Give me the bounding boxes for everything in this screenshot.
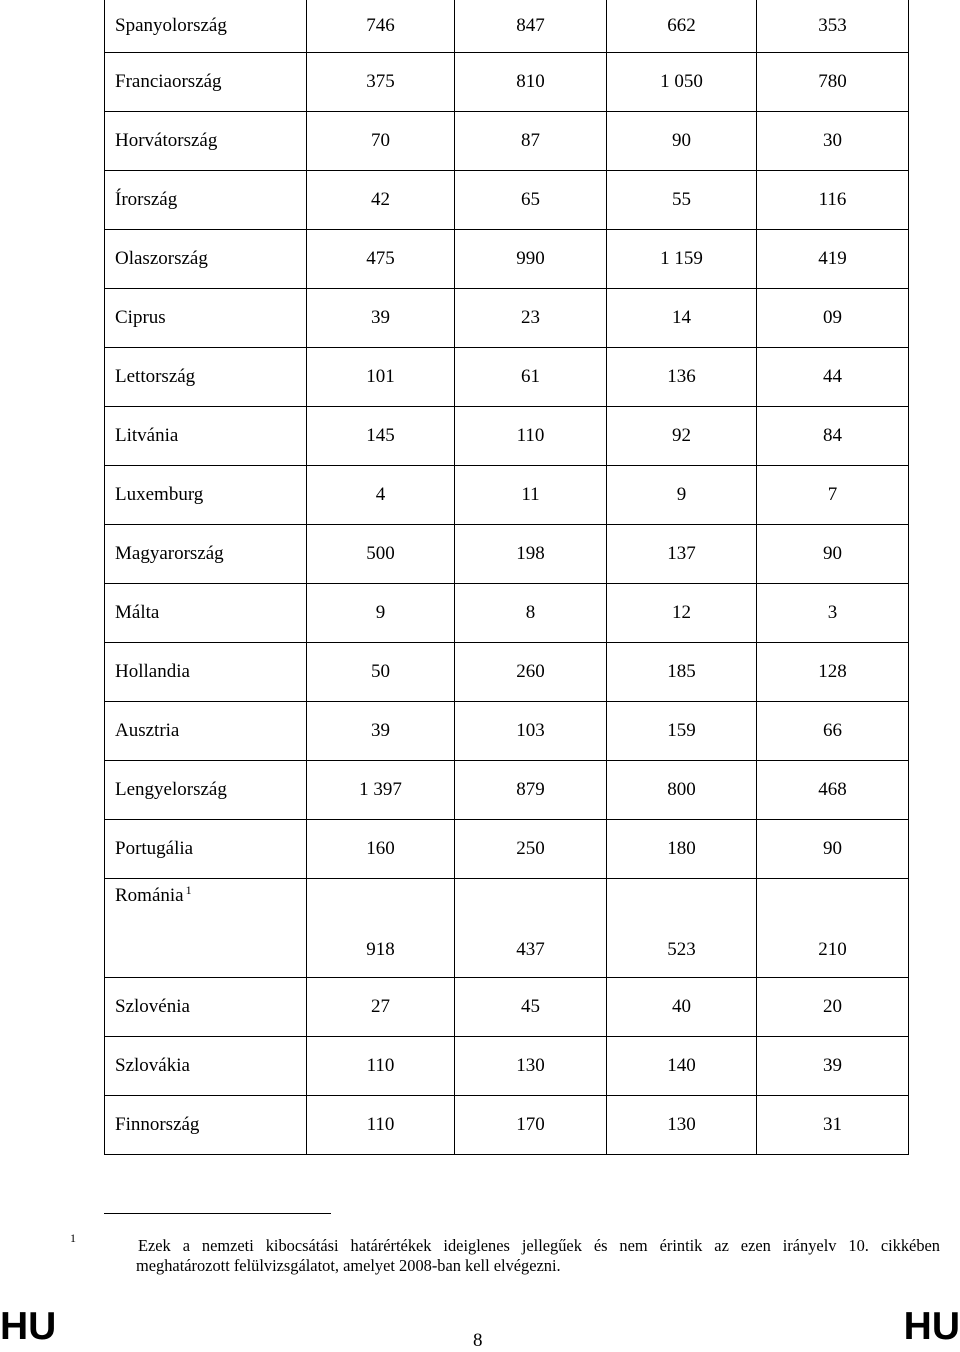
value-cell: 90 [757, 820, 909, 879]
table-row [105, 820, 909, 879]
value-cell: 103 [455, 702, 607, 761]
table-row [105, 584, 909, 643]
value-cell: 780 [757, 53, 909, 112]
country-cell [105, 112, 307, 171]
country-name: Írország [115, 189, 178, 210]
country-name: Szlovákia [115, 1055, 190, 1076]
value-cell: 140 [607, 1037, 757, 1096]
value-cell: 7 [757, 466, 909, 525]
country-name: Hollandia [115, 661, 190, 682]
value-cell: 810 [455, 53, 607, 112]
value-cell: 160 [307, 820, 455, 879]
country-cell [105, 879, 307, 978]
value-cell: 137 [607, 525, 757, 584]
value-cell: 92 [607, 407, 757, 466]
country-name: Ausztria [115, 720, 180, 741]
table-row [105, 1037, 909, 1096]
value-cell: 800 [607, 761, 757, 820]
table-row [105, 53, 909, 112]
value-cell: 70 [307, 112, 455, 171]
value-cell: 84 [757, 407, 909, 466]
value-cell: 136 [607, 348, 757, 407]
country-cell [105, 643, 307, 702]
value-cell: 50 [307, 643, 455, 702]
country-cell [105, 1037, 307, 1096]
value-cell: 250 [455, 820, 607, 879]
value-cell: 110 [307, 1096, 455, 1155]
value-cell: 375 [307, 53, 455, 112]
value-cell: 990 [455, 230, 607, 289]
value-cell: 23 [455, 289, 607, 348]
value-cell: 523 [607, 879, 757, 978]
value-cell: 40 [607, 978, 757, 1037]
country-name: Spanyolország [115, 15, 227, 36]
table-row [105, 230, 909, 289]
table-row [105, 702, 909, 761]
value-cell: 170 [455, 1096, 607, 1155]
value-cell: 879 [455, 761, 607, 820]
country-cell [105, 584, 307, 643]
value-cell: 159 [607, 702, 757, 761]
table-row [105, 0, 909, 53]
table-row [105, 978, 909, 1037]
table-row [105, 1096, 909, 1155]
country-name: Magyarország [115, 543, 224, 564]
footnote-text [138, 1236, 940, 1276]
value-cell: 42 [307, 171, 455, 230]
value-cell: 8 [455, 584, 607, 643]
table-row [105, 761, 909, 820]
value-cell: 14 [607, 289, 757, 348]
value-cell: 39 [307, 702, 455, 761]
value-cell: 145 [307, 407, 455, 466]
value-cell: 11 [455, 466, 607, 525]
country-cell [105, 1096, 307, 1155]
table-row [105, 643, 909, 702]
value-cell: 260 [455, 643, 607, 702]
footnote-number: 1 [70, 1231, 76, 1245]
value-cell: 61 [455, 348, 607, 407]
footnote-line-1: Ezek a nemzeti kibocsátási határértékek ideiglenes jellegűek és nem érintik az ezen irányelv 10. cikkében [138, 1236, 940, 1255]
value-cell: 45 [455, 978, 607, 1037]
country-cell [105, 348, 307, 407]
language-mark-left: HU [0, 1305, 57, 1348]
footnote-reference: 1 [185, 882, 192, 897]
value-cell: 4 [307, 466, 455, 525]
value-cell: 39 [307, 289, 455, 348]
country-name: Románia [115, 885, 184, 906]
value-cell: 87 [455, 112, 607, 171]
value-cell: 116 [757, 171, 909, 230]
table-row [105, 466, 909, 525]
country-cell [105, 702, 307, 761]
value-cell: 128 [757, 643, 909, 702]
country-cell [105, 0, 307, 53]
value-cell: 746 [307, 0, 455, 53]
value-cell: 662 [607, 0, 757, 53]
value-cell: 30 [757, 112, 909, 171]
country-name: Lengyelország [115, 779, 227, 800]
value-cell: 66 [757, 702, 909, 761]
language-mark-right: HU [903, 1305, 960, 1348]
value-cell: 419 [757, 230, 909, 289]
country-cell [105, 761, 307, 820]
value-cell: 475 [307, 230, 455, 289]
country-name: Finnország [115, 1114, 200, 1135]
value-cell: 1 050 [607, 53, 757, 112]
country-name: Luxemburg [115, 484, 204, 505]
table-body [105, 0, 909, 1155]
country-cell [105, 820, 307, 879]
table-row [105, 525, 909, 584]
value-cell: 500 [307, 525, 455, 584]
value-cell: 90 [607, 112, 757, 171]
country-cell [105, 171, 307, 230]
emission-table [104, 0, 909, 1155]
country-cell [105, 230, 307, 289]
country-name: Franciaország [115, 71, 222, 92]
table-row [105, 407, 909, 466]
value-cell: 09 [757, 289, 909, 348]
value-cell: 180 [607, 820, 757, 879]
value-cell: 130 [607, 1096, 757, 1155]
footnote-separator [104, 1213, 331, 1214]
value-cell: 353 [757, 0, 909, 53]
country-cell [105, 525, 307, 584]
value-cell: 847 [455, 0, 607, 53]
country-name: Horvátország [115, 130, 218, 151]
value-cell: 185 [607, 643, 757, 702]
value-cell: 20 [757, 978, 909, 1037]
table-row [105, 112, 909, 171]
country-name: Portugália [115, 838, 194, 859]
value-cell: 39 [757, 1037, 909, 1096]
value-cell: 31 [757, 1096, 909, 1155]
value-cell: 468 [757, 761, 909, 820]
country-cell [105, 289, 307, 348]
country-name: Ciprus [115, 307, 166, 328]
country-cell [105, 466, 307, 525]
value-cell: 198 [455, 525, 607, 584]
table-row [105, 879, 909, 978]
value-cell: 110 [455, 407, 607, 466]
country-cell [105, 407, 307, 466]
country-cell [105, 53, 307, 112]
country-name: Lettország [115, 366, 196, 387]
country-name: Olaszország [115, 248, 208, 269]
value-cell: 130 [455, 1037, 607, 1096]
value-cell: 12 [607, 584, 757, 643]
value-cell: 437 [455, 879, 607, 978]
value-cell: 1 397 [307, 761, 455, 820]
country-name: Litvánia [115, 425, 179, 446]
value-cell: 9 [607, 466, 757, 525]
table-row [105, 348, 909, 407]
value-cell: 90 [757, 525, 909, 584]
country-name: Málta [115, 602, 160, 623]
table-row [105, 289, 909, 348]
value-cell: 210 [757, 879, 909, 978]
value-cell: 44 [757, 348, 909, 407]
value-cell: 65 [455, 171, 607, 230]
value-cell: 27 [307, 978, 455, 1037]
value-cell: 1 159 [607, 230, 757, 289]
value-cell: 101 [307, 348, 455, 407]
table-row [105, 171, 909, 230]
value-cell: 3 [757, 584, 909, 643]
footnote-line-2: meghatározott felülvizsgálatot, amelyet 2008-ban kell elvégezni. [136, 1256, 561, 1275]
country-name: Szlovénia [115, 996, 190, 1017]
value-cell: 9 [307, 584, 455, 643]
value-cell: 918 [307, 879, 455, 978]
value-cell: 110 [307, 1037, 455, 1096]
country-cell [105, 978, 307, 1037]
page-number: 8 [473, 1330, 483, 1351]
value-cell: 55 [607, 171, 757, 230]
